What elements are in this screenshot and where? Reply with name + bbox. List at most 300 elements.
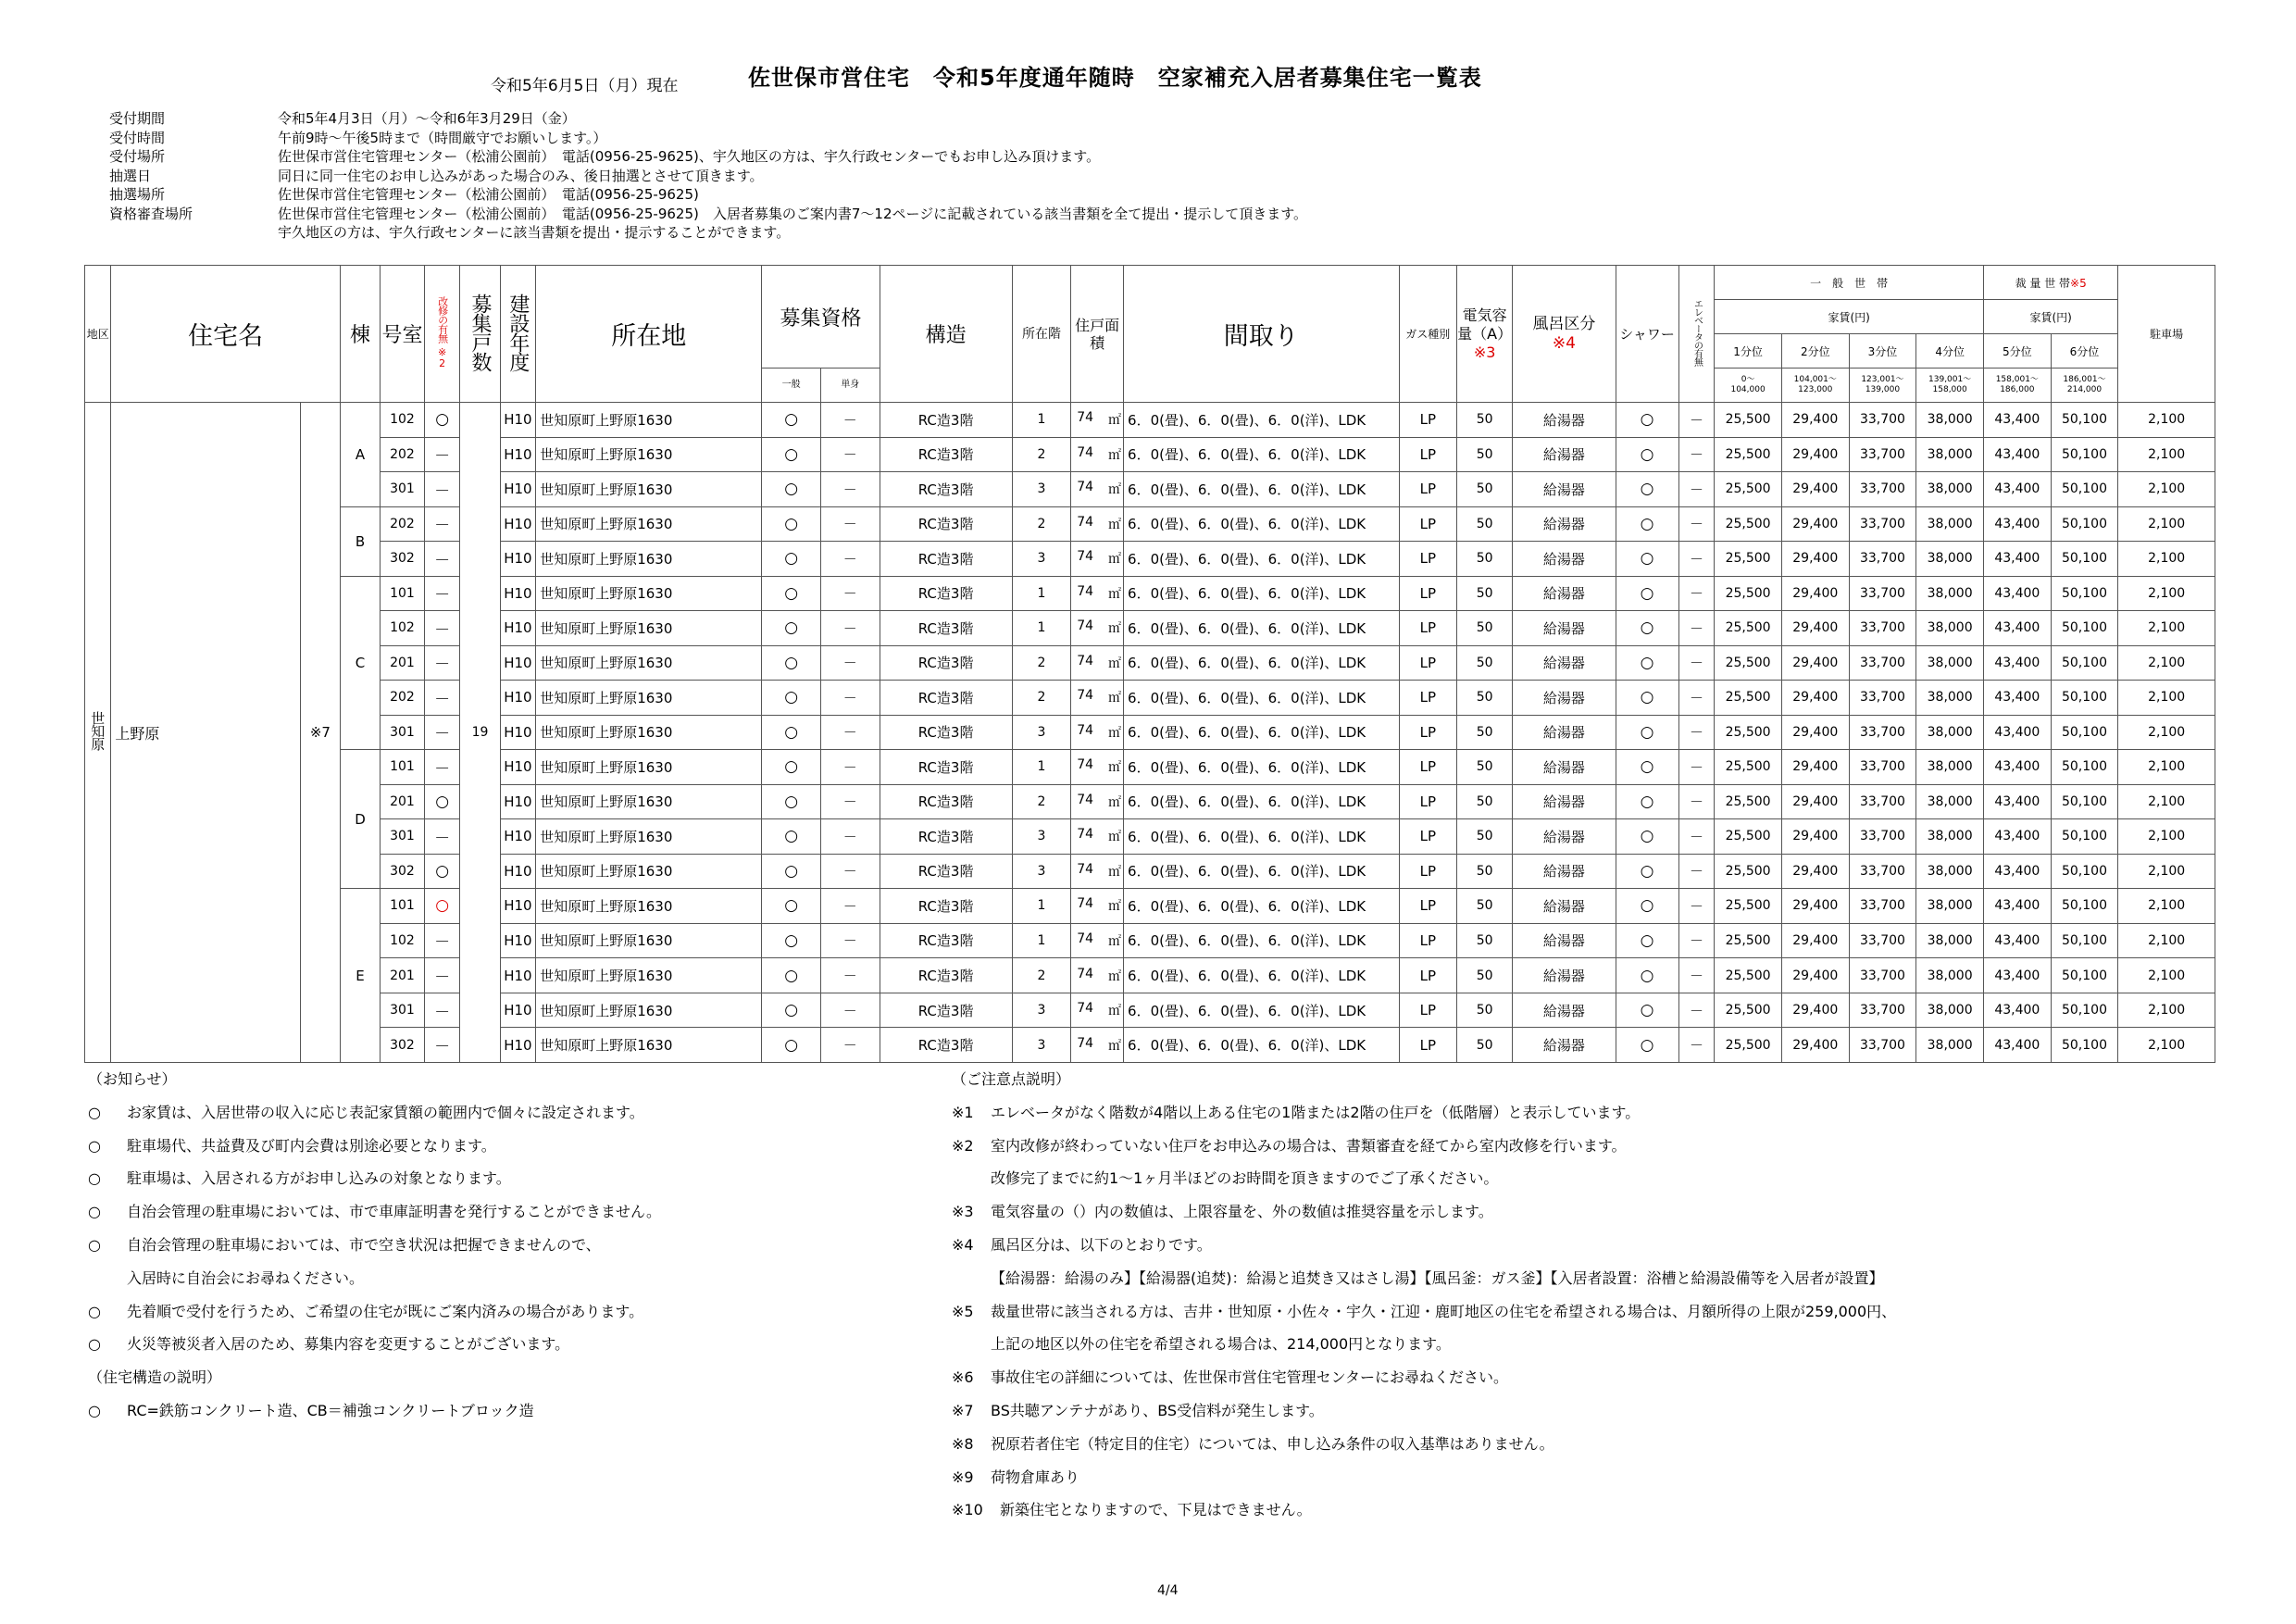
renovation-cell: － <box>424 681 460 716</box>
room-cell: 202 <box>381 506 425 542</box>
area-value: 74 <box>1077 410 1094 426</box>
header-renovation: 改修の有無 ※2 <box>424 266 460 403</box>
rent-cell: 43,400 <box>1983 819 2051 855</box>
address-cell: 世知原町上野原1630 <box>536 750 762 785</box>
table-row <box>85 750 2215 785</box>
qual-single-cell: － <box>820 576 880 611</box>
rent-cell: 50,100 <box>2051 681 2118 716</box>
gas-cell: LP <box>1399 784 1456 819</box>
area-cell <box>1071 542 1124 577</box>
header-floor: 所在階 <box>1012 266 1071 403</box>
header-structure: 構造 <box>880 266 1012 403</box>
rent-cell: 33,700 <box>1849 854 1916 889</box>
note-item <box>952 1295 2248 1329</box>
note-mark: ※1 <box>952 1103 974 1121</box>
rent-cell: 29,400 <box>1781 784 1849 819</box>
rent-cell: 29,400 <box>1781 715 1849 750</box>
rent-cell: 38,000 <box>1916 993 1984 1028</box>
shower-cell: ○ <box>1616 854 1678 889</box>
area-value: 74 <box>1077 653 1094 668</box>
parking-cell: 2,100 <box>2118 576 2215 611</box>
rent-cell: 38,000 <box>1916 542 1984 577</box>
parking-cell: 2,100 <box>2118 472 2215 507</box>
gas-cell: LP <box>1399 437 1456 472</box>
area-cell <box>1071 715 1124 750</box>
area-value: 74 <box>1077 931 1094 946</box>
renovation-cell: ○ <box>424 889 460 924</box>
gas-cell: LP <box>1399 1028 1456 1063</box>
note-text: RC=鉄筋コンクリート造、CB＝補強コンクリートブロック造 <box>127 1401 534 1419</box>
rent-cell: 29,400 <box>1781 854 1849 889</box>
electric-cell: 50 <box>1457 437 1513 472</box>
application-info <box>109 109 1307 243</box>
structure-cell: RC造3階 <box>880 923 1012 958</box>
notes-explanations <box>952 1063 2248 1527</box>
area-cell <box>1071 437 1124 472</box>
rent-cell: 43,400 <box>1983 715 2051 750</box>
qual-single-cell: － <box>820 958 880 993</box>
layout-cell: 6．0(畳)、6．0(畳)、6．0(洋)、LDK <box>1124 542 1400 577</box>
renovation-cell: － <box>424 750 460 785</box>
header-income-range: 123,001～ 139,000 <box>1849 369 1916 403</box>
parking-cell: 2,100 <box>2118 889 2215 924</box>
renovation-cell: － <box>424 1028 460 1063</box>
gas-cell: LP <box>1399 958 1456 993</box>
table-row <box>85 645 2215 681</box>
note-item <box>88 1063 949 1096</box>
rent-cell: 50,100 <box>2051 750 2118 785</box>
bath-cell: 給湯器 <box>1513 506 1616 542</box>
rent-cell: 33,700 <box>1849 611 1916 646</box>
rent-cell: 33,700 <box>1849 889 1916 924</box>
area-value: 74 <box>1077 966 1094 981</box>
elevator-cell: － <box>1678 854 1715 889</box>
address-cell: 世知原町上野原1630 <box>536 923 762 958</box>
note-item <box>952 1262 2248 1295</box>
note-text: 【給湯器：給湯のみ】【給湯器(追焚)：給湯と追焚き又はさし湯】【風呂釜：ガス釜】【入居者設置：浴槽と給湯設備等を入居者が設置】 <box>991 1268 1884 1287</box>
rent-cell: 38,000 <box>1916 681 1984 716</box>
parking-cell: 2,100 <box>2118 923 2215 958</box>
layout-cell: 6．0(畳)、6．0(畳)、6．0(洋)、LDK <box>1124 437 1400 472</box>
address-cell: 世知原町上野原1630 <box>536 854 762 889</box>
gas-cell: LP <box>1399 611 1456 646</box>
renovation-cell: ○ <box>424 403 460 438</box>
address-cell: 世知原町上野原1630 <box>536 472 762 507</box>
table-row <box>85 542 2215 577</box>
bath-cell: 給湯器 <box>1513 1028 1616 1063</box>
note-item <box>88 1162 949 1195</box>
elevator-cell: － <box>1678 472 1715 507</box>
qual-general-cell: ○ <box>762 645 821 681</box>
note-item <box>88 1262 949 1295</box>
gas-cell: LP <box>1399 750 1456 785</box>
layout-cell: 6．0(畳)、6．0(畳)、6．0(洋)、LDK <box>1124 958 1400 993</box>
note-bullet <box>88 1262 127 1295</box>
structure-cell: RC造3階 <box>880 611 1012 646</box>
elevator-cell: － <box>1678 542 1715 577</box>
gas-cell: LP <box>1399 472 1456 507</box>
area-cell <box>1071 889 1124 924</box>
note-text: BS共聴アンテナがあり、BS受信料が発生します。 <box>991 1401 1324 1419</box>
electric-cell: 50 <box>1457 645 1513 681</box>
gas-cell: LP <box>1399 889 1456 924</box>
electric-cell: 50 <box>1457 542 1513 577</box>
area-unit: ㎡ <box>1108 691 1122 706</box>
bath-cell: 給湯器 <box>1513 819 1616 855</box>
electric-cell: 50 <box>1457 819 1513 855</box>
structure-cell: RC造3階 <box>880 576 1012 611</box>
header-electric: 電気容量（A） ※3 <box>1457 266 1513 403</box>
info-row <box>109 205 1307 224</box>
note-text: 上記の地区以外の住宅を希望される場合は、214,000円となります。 <box>991 1335 1451 1354</box>
layout-cell: 6．0(畳)、6．0(畳)、6．0(洋)、LDK <box>1124 506 1400 542</box>
gas-cell: LP <box>1399 854 1456 889</box>
qual-single-cell: － <box>820 784 880 819</box>
area-cell <box>1071 645 1124 681</box>
room-cell: 102 <box>381 923 425 958</box>
note-text: お家賃は、入居世帯の収入に応じ表記家賃額の範囲内で個々に設定されます。 <box>127 1103 644 1121</box>
renovation-cell: － <box>424 576 460 611</box>
note-mark <box>952 1162 991 1195</box>
address-cell: 世知原町上野原1630 <box>536 403 762 438</box>
floor-cell: 1 <box>1012 750 1071 785</box>
rent-cell: 43,400 <box>1983 576 2051 611</box>
note-item <box>952 1130 2248 1163</box>
note-text: 駐車場代、共益費及び町内会費は別途必要となります。 <box>127 1136 496 1155</box>
date-label: 令和5年6月5日（月）現在 <box>491 77 679 95</box>
built-year-cell: H10 <box>500 819 536 855</box>
note-mark: ※2 <box>952 1136 974 1155</box>
area-cell <box>1071 576 1124 611</box>
area-unit: ㎡ <box>1108 1038 1122 1054</box>
built-year-cell: H10 <box>500 645 536 681</box>
layout-cell: 6．0(畳)、6．0(畳)、6．0(洋)、LDK <box>1124 681 1400 716</box>
area-cell <box>1071 819 1124 855</box>
header-quintile: 6分位 <box>2051 334 2118 369</box>
rent-cell: 38,000 <box>1916 437 1984 472</box>
rent-cell: 25,500 <box>1715 542 1782 577</box>
info-value: 令和5年4月3日（月）～令和6年3月29日（金） <box>278 110 576 127</box>
structure-cell: RC造3階 <box>880 1028 1012 1063</box>
note-item <box>88 1130 949 1163</box>
qual-general-cell: ○ <box>762 472 821 507</box>
note-item <box>88 1096 949 1130</box>
qual-single-cell: － <box>820 1028 880 1063</box>
building-cell: C <box>340 576 380 750</box>
rent-cell: 25,500 <box>1715 819 1782 855</box>
electric-cell: 50 <box>1457 681 1513 716</box>
rent-cell: 29,400 <box>1781 1028 1849 1063</box>
floor-cell: 2 <box>1012 437 1071 472</box>
rent-cell: 50,100 <box>2051 645 2118 681</box>
area-cell <box>1071 923 1124 958</box>
qual-single-cell: － <box>820 611 880 646</box>
floor-cell: 3 <box>1012 542 1071 577</box>
room-cell: 301 <box>381 472 425 507</box>
rent-cell: 29,400 <box>1781 611 1849 646</box>
qual-single-cell: － <box>820 854 880 889</box>
info-row <box>109 129 1307 148</box>
parking-cell: 2,100 <box>2118 681 2215 716</box>
area-value: 74 <box>1077 1035 1094 1051</box>
qual-general-cell: ○ <box>762 784 821 819</box>
rent-cell: 33,700 <box>1849 576 1916 611</box>
note-mark: ※7 <box>952 1401 974 1419</box>
parking-cell: 2,100 <box>2118 819 2215 855</box>
area-value: 74 <box>1077 549 1094 565</box>
rent-cell: 38,000 <box>1916 645 1984 681</box>
header-district: 地区 <box>85 266 111 403</box>
header-rent-reduced: 家賃(円) <box>1983 300 2117 334</box>
qual-single-cell: － <box>820 403 880 438</box>
note-item <box>952 1229 2248 1262</box>
header-quintile: 3分位 <box>1849 334 1916 369</box>
note-item <box>952 1361 2248 1394</box>
note-item <box>952 1162 2248 1195</box>
note-mark: ※9 <box>952 1468 974 1486</box>
rent-cell: 25,500 <box>1715 923 1782 958</box>
shower-cell: ○ <box>1616 681 1678 716</box>
info-key: 受付場所 <box>109 148 166 165</box>
renovation-cell: － <box>424 542 460 577</box>
elevator-cell: － <box>1678 403 1715 438</box>
info-value: 午前9時～午後5時まで（時間厳守でお願いします。） <box>278 129 607 146</box>
rent-cell: 38,000 <box>1916 715 1984 750</box>
area-unit: ㎡ <box>1108 899 1122 915</box>
header-qualification: 募集資格 <box>762 266 880 369</box>
rent-cell: 25,500 <box>1715 437 1782 472</box>
rent-cell: 29,400 <box>1781 403 1849 438</box>
renovation-cell: － <box>424 715 460 750</box>
gas-cell: LP <box>1399 542 1456 577</box>
room-cell: 201 <box>381 784 425 819</box>
rent-cell: 43,400 <box>1983 645 2051 681</box>
floor-cell: 3 <box>1012 1028 1071 1063</box>
qual-single-cell: － <box>820 437 880 472</box>
header-elevator: エレベータの有無 <box>1678 266 1715 403</box>
rent-cell: 38,000 <box>1916 923 1984 958</box>
parking-cell: 2,100 <box>2118 542 2215 577</box>
note-text: 改修完了までに約1～1ヶ月半ほどのお時間を頂きますのでご了承ください。 <box>991 1169 1499 1188</box>
rent-cell: 43,400 <box>1983 506 2051 542</box>
rent-cell: 38,000 <box>1916 819 1984 855</box>
rent-cell: 38,000 <box>1916 889 1984 924</box>
gas-cell: LP <box>1399 715 1456 750</box>
info-key: 受付時間 <box>109 129 166 146</box>
address-cell: 世知原町上野原1630 <box>536 681 762 716</box>
rent-cell: 50,100 <box>2051 715 2118 750</box>
parking-cell: 2,100 <box>2118 958 2215 993</box>
parking-cell: 2,100 <box>2118 854 2215 889</box>
rent-cell: 43,400 <box>1983 958 2051 993</box>
structure-cell: RC造3階 <box>880 889 1012 924</box>
page-number: 4/4 <box>1157 1583 1179 1598</box>
bath-cell: 給湯器 <box>1513 645 1616 681</box>
floor-cell: 2 <box>1012 784 1071 819</box>
structure-cell: RC造3階 <box>880 993 1012 1028</box>
qual-single-cell: － <box>820 681 880 716</box>
units-cell: 19 <box>460 403 500 1063</box>
area-value: 74 <box>1077 480 1094 495</box>
header-built-year: 建設年度 <box>500 266 536 403</box>
renovation-cell: － <box>424 958 460 993</box>
address-cell: 世知原町上野原1630 <box>536 819 762 855</box>
info-value: 佐世保市営住宅管理センター（松浦公園前） 電話(0956-25-9625) 入居者募集のご案内書7～12ページに記載されている該当書類を全て提出・提示して頂きます。 <box>278 205 1308 222</box>
table-row <box>85 923 2215 958</box>
area-value: 74 <box>1077 861 1094 877</box>
room-cell: 101 <box>381 750 425 785</box>
qual-general-cell: ○ <box>762 958 821 993</box>
rent-cell: 38,000 <box>1916 854 1984 889</box>
note-item <box>952 1428 2248 1461</box>
rent-cell: 25,500 <box>1715 472 1782 507</box>
rent-cell: 43,400 <box>1983 854 2051 889</box>
area-unit: ㎡ <box>1108 830 1122 845</box>
note-item <box>952 1461 2248 1494</box>
layout-cell: 6．0(畳)、6．0(畳)、6．0(洋)、LDK <box>1124 403 1400 438</box>
rent-cell: 29,400 <box>1781 923 1849 958</box>
info-row <box>109 167 1307 186</box>
qual-single-cell: － <box>820 645 880 681</box>
rent-cell: 25,500 <box>1715 681 1782 716</box>
bath-cell: 給湯器 <box>1513 784 1616 819</box>
note-item <box>952 1328 2248 1361</box>
note-mark <box>952 1328 991 1361</box>
elevator-cell: － <box>1678 506 1715 542</box>
structure-cell: RC造3階 <box>880 681 1012 716</box>
bath-cell: 給湯器 <box>1513 854 1616 889</box>
renovation-cell: － <box>424 437 460 472</box>
note-mark <box>952 1262 991 1295</box>
area-cell <box>1071 611 1124 646</box>
floor-cell: 1 <box>1012 611 1071 646</box>
rent-cell: 38,000 <box>1916 576 1984 611</box>
elevator-cell: － <box>1678 993 1715 1028</box>
electric-cell: 50 <box>1457 506 1513 542</box>
parking-cell: 2,100 <box>2118 715 2215 750</box>
qual-general-cell: ○ <box>762 993 821 1028</box>
electric-cell: 50 <box>1457 854 1513 889</box>
room-cell: 102 <box>381 403 425 438</box>
bath-cell: 給湯器 <box>1513 437 1616 472</box>
parking-cell: 2,100 <box>2118 506 2215 542</box>
housing-name: 上野原 <box>111 403 300 1063</box>
note-item <box>88 1361 949 1394</box>
table-row <box>85 1028 2215 1063</box>
structure-cell: RC造3階 <box>880 819 1012 855</box>
shower-cell: ○ <box>1616 923 1678 958</box>
bath-cell: 給湯器 <box>1513 750 1616 785</box>
area-unit: ㎡ <box>1108 517 1122 532</box>
note-mark: ※3 <box>952 1203 974 1221</box>
gas-cell: LP <box>1399 506 1456 542</box>
shower-cell: ○ <box>1616 993 1678 1028</box>
rent-cell: 43,400 <box>1983 611 2051 646</box>
note-item <box>952 1195 2248 1229</box>
built-year-cell: H10 <box>500 993 536 1028</box>
area-value: 74 <box>1077 722 1094 738</box>
note-mark: ※10 <box>952 1501 983 1519</box>
table-row <box>85 506 2215 542</box>
built-year-cell: H10 <box>500 889 536 924</box>
rent-cell: 38,000 <box>1916 472 1984 507</box>
area-unit: ㎡ <box>1108 968 1122 984</box>
info-key: 抽選場所 <box>109 186 166 203</box>
elevator-cell: － <box>1678 576 1715 611</box>
built-year-cell: H10 <box>500 472 536 507</box>
shower-cell: ○ <box>1616 472 1678 507</box>
note-text: 風呂区分は、以下のとおりです。 <box>991 1235 1212 1254</box>
qual-single-cell: － <box>820 542 880 577</box>
rent-cell: 50,100 <box>2051 784 2118 819</box>
rent-cell: 50,100 <box>2051 611 2118 646</box>
electric-cell: 50 <box>1457 784 1513 819</box>
elevator-cell: － <box>1678 958 1715 993</box>
gas-cell: LP <box>1399 819 1456 855</box>
rent-cell: 50,100 <box>2051 403 2118 438</box>
note-item <box>952 1063 2248 1096</box>
qual-general-cell: ○ <box>762 715 821 750</box>
built-year-cell: H10 <box>500 611 536 646</box>
info-key <box>109 223 278 243</box>
note-text: 新築住宅となりますので、下見はできません。 <box>1000 1501 1312 1519</box>
built-year-cell: H10 <box>500 1028 536 1063</box>
floor-cell: 3 <box>1012 819 1071 855</box>
qual-general-cell: ○ <box>762 681 821 716</box>
shower-cell: ○ <box>1616 506 1678 542</box>
elevator-cell: － <box>1678 681 1715 716</box>
built-year-cell: H10 <box>500 750 536 785</box>
area-value: 74 <box>1077 1001 1094 1017</box>
elevator-cell: － <box>1678 889 1715 924</box>
structure-cell: RC造3階 <box>880 645 1012 681</box>
area-value: 74 <box>1077 757 1094 773</box>
rent-cell: 50,100 <box>2051 819 2118 855</box>
rent-cell: 50,100 <box>2051 993 2118 1028</box>
qual-general-cell: ○ <box>762 819 821 855</box>
elevator-cell: － <box>1678 715 1715 750</box>
qual-general-cell: ○ <box>762 889 821 924</box>
header-housing-name: 住宅名 <box>111 266 341 403</box>
room-cell: 302 <box>381 542 425 577</box>
note-bullet: ○ <box>88 1302 101 1320</box>
rent-cell: 50,100 <box>2051 854 2118 889</box>
built-year-cell: H10 <box>500 403 536 438</box>
header-building: 棟 <box>340 266 380 403</box>
info-value: 佐世保市営住宅管理センター（松浦公園前） 電話(0956-25-9625) <box>278 186 699 203</box>
parking-cell: 2,100 <box>2118 611 2215 646</box>
rent-cell: 25,500 <box>1715 611 1782 646</box>
room-cell: 201 <box>381 645 425 681</box>
address-cell: 世知原町上野原1630 <box>536 889 762 924</box>
address-cell: 世知原町上野原1630 <box>536 437 762 472</box>
rent-cell: 25,500 <box>1715 403 1782 438</box>
layout-cell: 6．0(畳)、6．0(畳)、6．0(洋)、LDK <box>1124 889 1400 924</box>
area-unit: ㎡ <box>1108 552 1122 568</box>
rent-cell: 43,400 <box>1983 437 2051 472</box>
table-row <box>85 472 2215 507</box>
header-units: 募集戸数 <box>460 266 500 403</box>
header-income-range: 158,001～ 186,000 <box>1983 369 2051 403</box>
rent-cell: 25,500 <box>1715 958 1782 993</box>
elevator-cell: － <box>1678 819 1715 855</box>
built-year-cell: H10 <box>500 576 536 611</box>
rent-cell: 33,700 <box>1849 1028 1916 1063</box>
header-quintile: 5分位 <box>1983 334 2051 369</box>
parking-cell: 2,100 <box>2118 750 2215 785</box>
qual-general-cell: ○ <box>762 611 821 646</box>
structure-cell: RC造3階 <box>880 715 1012 750</box>
